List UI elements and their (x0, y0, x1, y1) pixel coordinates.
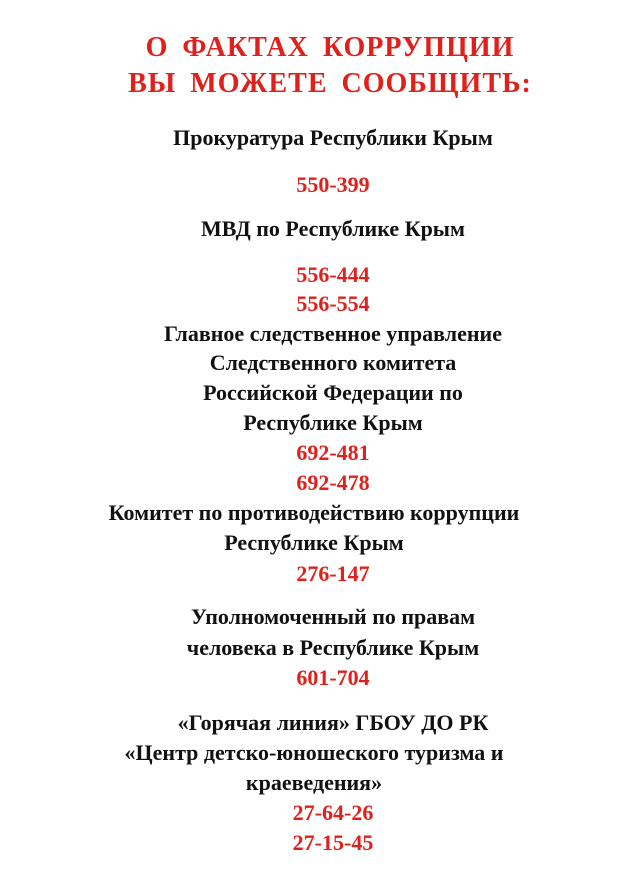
contact-anticorruption-phone: 276-147 (296, 561, 370, 586)
contact-anticorruption-label-1: Комитет по противодействию коррупции (108, 500, 520, 525)
contact-mvd-phone-2: 556-554 (296, 291, 370, 316)
contact-prosecutor-label: Прокуратура Республики Крым (173, 125, 493, 150)
contact-investigative-label-2: Следственного комитета (209, 350, 457, 375)
contact-prosecutor-phone: 550-399 (296, 172, 370, 197)
contact-investigative-label-3: Российской Федерации по (203, 380, 463, 405)
title-line-1: О ФАКТАХ КОРРУПЦИИ (145, 32, 515, 63)
contact-investigative-label-1: Главное следственное управление (164, 321, 502, 346)
contact-hotline-label-2: «Центр детско-юношеского туризма и (124, 740, 504, 765)
contact-investigative-label-4: Республике Крым (243, 410, 423, 435)
title-line-2: ВЫ МОЖЕТЕ СООБЩИТЬ: (128, 68, 532, 99)
contact-anticorruption-label-2: Республике Крым (224, 530, 404, 555)
contact-ombudsman-label-1: Уполномоченный по правам (190, 604, 476, 629)
contact-hotline-phone-1: 27-64-26 (292, 800, 374, 825)
contact-investigative-phone-2: 692-478 (296, 470, 370, 495)
contact-ombudsman-label-2: человека в Республике Крым (186, 635, 480, 660)
contact-investigative-phone-1: 692-481 (296, 440, 370, 465)
contact-mvd-label: МВД по Республике Крым (201, 216, 465, 241)
contact-hotline-label-1: «Горячая линия» ГБОУ ДО РК (177, 710, 489, 735)
contact-hotline-phone-2: 27-15-45 (292, 830, 374, 855)
contact-hotline-label-3: краеведения» (245, 770, 383, 795)
contact-mvd-phone-1: 556-444 (296, 262, 370, 287)
contact-ombudsman-phone: 601-704 (296, 665, 370, 690)
